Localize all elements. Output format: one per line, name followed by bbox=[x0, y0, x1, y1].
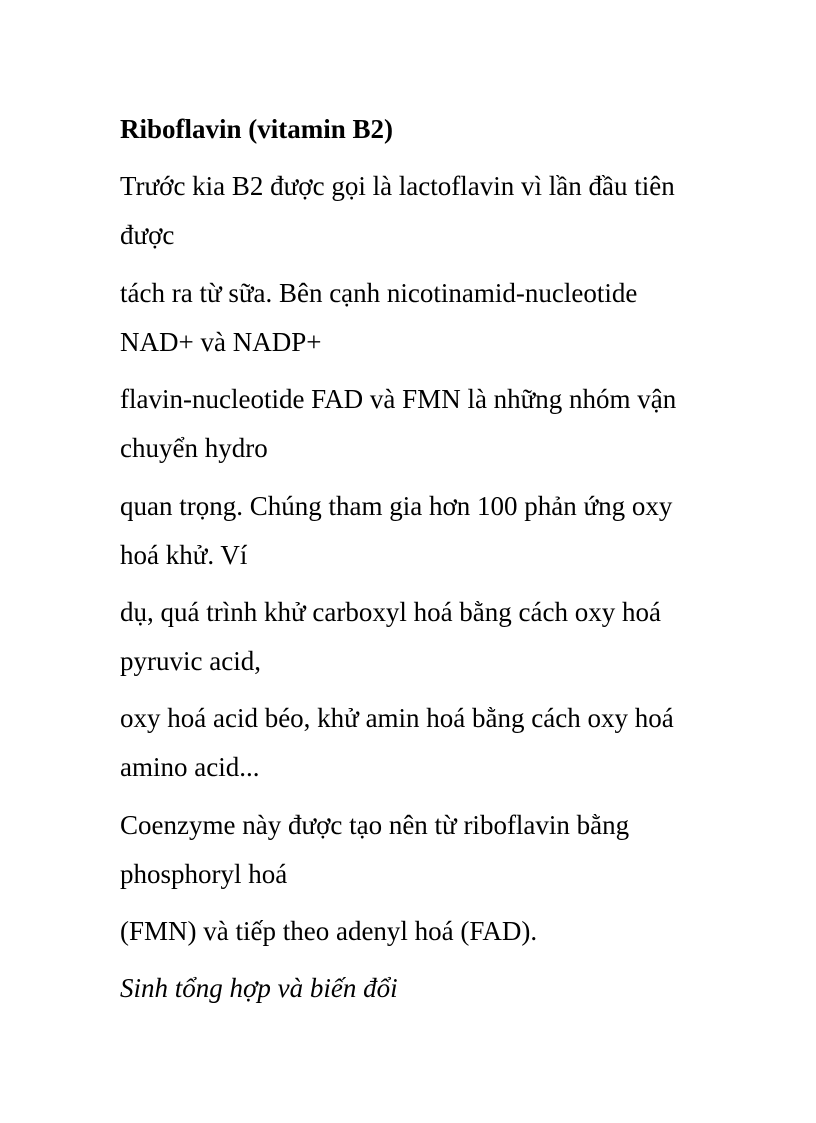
section-heading: Riboflavin (vitamin B2) bbox=[120, 114, 394, 144]
text-line: pyruvic acid, bbox=[120, 646, 261, 676]
text-line: amino acid... bbox=[120, 752, 260, 782]
text-line: phosphoryl hoá bbox=[120, 859, 288, 889]
text-line: tách ra từ sữa. Bên cạnh nicotinamid-nucleotide bbox=[120, 278, 638, 308]
text-line: Coenzyme này được tạo nên từ riboflavin bằng bbox=[120, 810, 630, 840]
text-line: flavin-nucleotide FAD và FMN là những nhóm vận bbox=[120, 384, 677, 414]
text-line: oxy hoá acid béo, khử amin hoá bằng cách oxy hoá bbox=[120, 703, 674, 733]
section-subheading: Sinh tổng hợp và biến đổi bbox=[120, 973, 398, 1003]
text-line: quan trọng. Chúng tham gia hơn 100 phản ứng oxy bbox=[120, 491, 673, 521]
text-line: hoá khử. Ví bbox=[120, 540, 248, 570]
text-line: Trước kia B2 được gọi là lactoflavin vì lần đầu tiên bbox=[120, 171, 675, 201]
text-line: (FMN) và tiếp theo adenyl hoá (FAD). bbox=[120, 916, 538, 946]
text-line: dụ, quá trình khử carboxyl hoá bằng cách oxy hoá bbox=[120, 597, 661, 627]
text-line: chuyển hydro bbox=[120, 433, 268, 463]
text-line: được bbox=[120, 220, 175, 250]
text-line: NAD+ và NADP+ bbox=[120, 327, 322, 357]
